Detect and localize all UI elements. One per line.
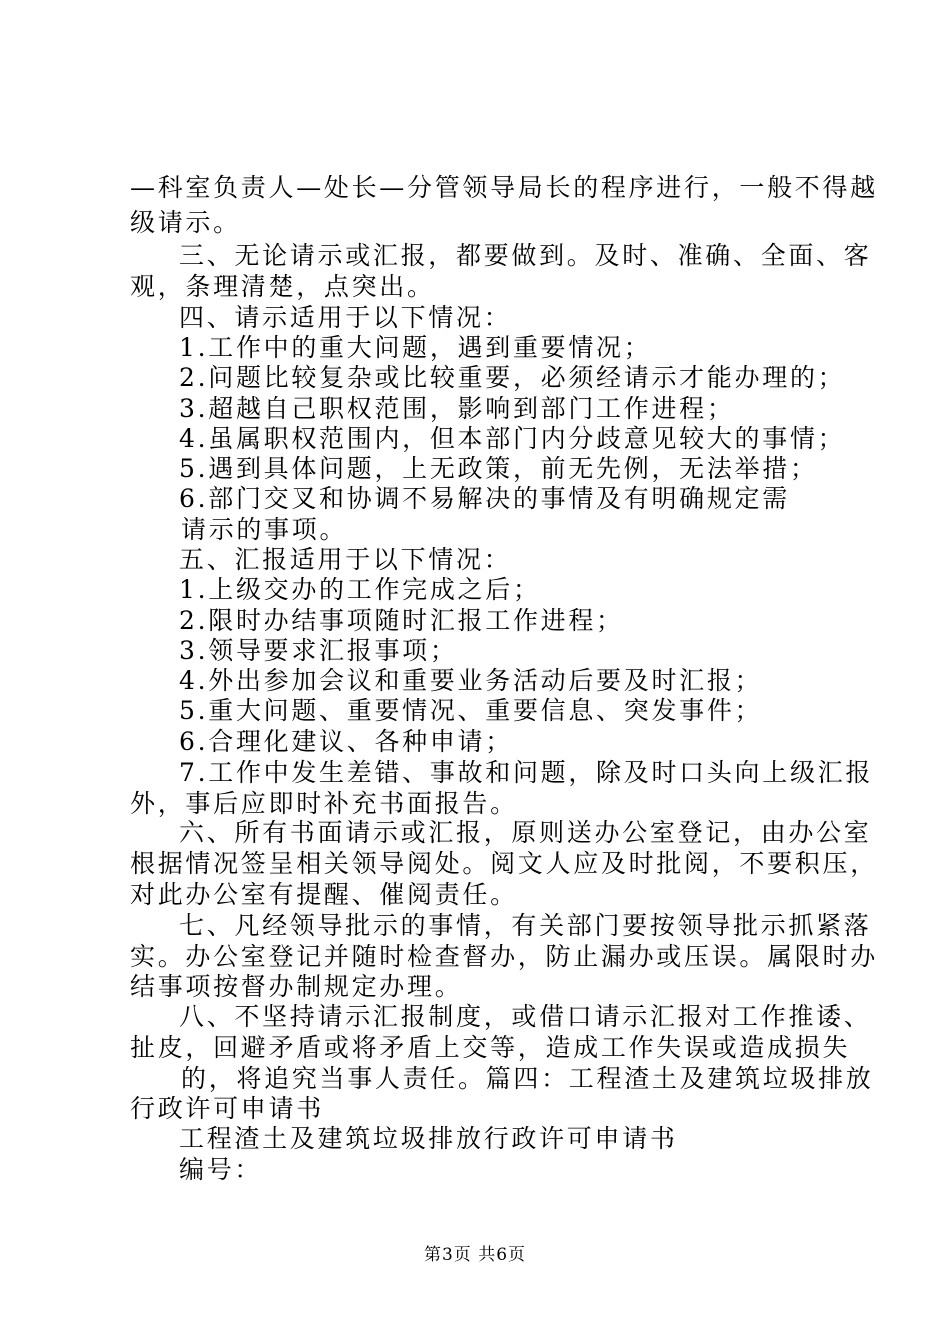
body-line: 的，将追究当事人责任。篇四：工程渣土及建筑垃圾排放 <box>181 1064 874 1093</box>
section-heading: 五、汇报适用于以下情况： <box>179 545 512 574</box>
body-line: 六、所有书面请示或汇报，原则送办公室登记，由办公室 <box>179 818 872 847</box>
page-number-footer: 第3页 共6页 <box>423 1245 527 1265</box>
body-line: 行政许可申请书 <box>130 1094 324 1123</box>
list-item: 1.上级交办的工作完成之后； <box>179 575 541 604</box>
document-title: 工程渣土及建筑垃圾排放行政许可申请书 <box>179 1124 678 1153</box>
list-item: 1.工作中的重大问题，遇到重要情况； <box>179 333 652 362</box>
body-line: 级请示。 <box>130 208 241 237</box>
body-line: 观，条理清楚，点突出。 <box>130 272 435 301</box>
body-line: 七、凡经领导批示的事情，有关部门要按领导批示抓紧落 <box>179 911 872 940</box>
list-item: 3.超越自己职权范围，影响到部门工作进程； <box>179 394 735 423</box>
list-item: 5.遇到具体问题，上无政策，前无先例，无法举措； <box>179 454 818 483</box>
number-label: 编号： <box>179 1155 263 1184</box>
list-item: 6.部门交叉和协调不易解决的事情及有明确规定需 <box>179 484 790 513</box>
section-heading: 四、请示适用于以下情况： <box>179 303 512 332</box>
body-line: —科室负责人—处长—分管领导局长的程序进行，一般不得越 <box>130 173 878 202</box>
body-line: 八、不坚持请示汇报制度，或借口请示汇报对工作推诿、 <box>179 1002 872 1031</box>
list-item: 4.虽属职权范围内，但本部门内分歧意见较大的事情； <box>179 424 846 453</box>
body-line: 结事项按督办制规定办理。 <box>130 972 463 1001</box>
list-item: 2.限时办结事项随时汇报工作进程； <box>179 606 624 635</box>
list-item: 4.外出参加会议和重要业务活动后要及时汇报； <box>179 666 763 695</box>
list-item: 3.领导要求汇报事项； <box>179 636 458 665</box>
list-item: 5.重大问题、重要情况、重要信息、突发事件； <box>179 696 763 725</box>
body-line: 外，事后应即时补充书面报告。 <box>130 789 518 818</box>
list-item: 7.工作中发生差错、事故和问题，除及时口头向上级汇报 <box>179 758 874 787</box>
body-line: 扯皮，回避矛盾或将矛盾上交等，造成工作失误或造成损失 <box>130 1033 851 1062</box>
list-item: 6.合理化建议、各种申请； <box>179 727 513 756</box>
list-item: 2.问题比较复杂或比较重要，必须经请示才能办理的； <box>179 363 846 392</box>
body-line: 三、无论请示或汇报，都要做到。及时、准确、全面、客 <box>179 241 872 270</box>
list-item: 请示的事项。 <box>181 515 348 544</box>
body-line: 根据情况签呈相关领导阅处。阅文人应及时批阅，不要积压， <box>130 849 878 878</box>
body-line: 对此办公室有提醒、催阅责任。 <box>130 880 518 909</box>
body-line: 实。办公室登记并随时检查督办，防止漏办或压误。属限时办 <box>130 942 878 971</box>
